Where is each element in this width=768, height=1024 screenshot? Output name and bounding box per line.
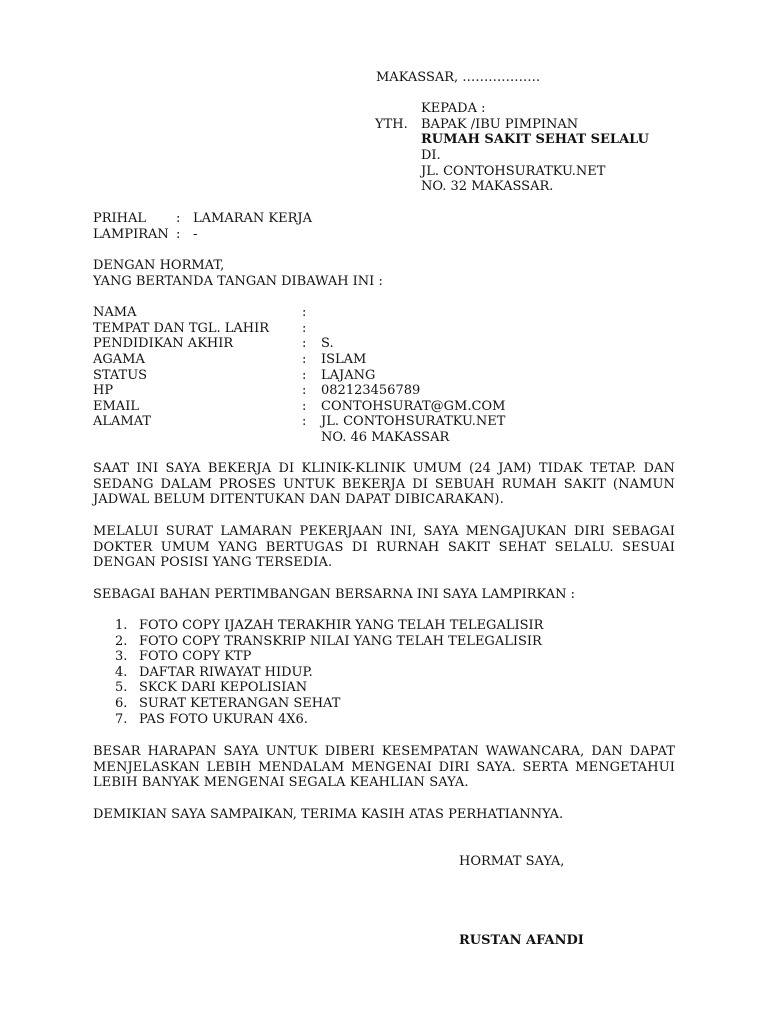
recipient-di: DI. — [421, 148, 441, 163]
identity-label: ALAMAT — [93, 414, 152, 429]
identity-value: LAJANG — [321, 368, 376, 383]
prihal-colon: : — [176, 211, 181, 226]
paragraph-current-work: SAAT INI SAYA BEKERJA DI KLINIK-KLINIK UMUM (24 JAM) TIDAK TETAP. DAN SEDANG DALAM PROSES UNTUK BEKERJA DI SEBUAH RUMAH SAKIT (NAMUN JADWAL BELUM DITENTUKAN DAN DAPAT DIBICARAKAN). — [93, 461, 675, 508]
regards: HORMAT SAYA, — [459, 854, 565, 869]
identity-colon: : — [302, 305, 307, 320]
lampiran-label: LAMPIRAN — [93, 227, 169, 242]
list-item-number: 1. — [115, 618, 128, 633]
identity-value: ISLAM — [321, 352, 367, 367]
list-item-number: 2. — [115, 633, 128, 649]
identity-value: JL. CONTOHSURATKU.NET — [321, 414, 506, 429]
list-item-text: SURAT KETERANGAN SEHAT — [139, 695, 341, 711]
paragraph-application: MELALUI SURAT LAMARAN PEKERJAAN INI, SAYA MENGAJUKAN DIRI SEBAGAI DOKTER UMUM YANG BERTUGAS DI RURNAH SAKIT SEHAT SELALU. SESUAI DENGAN POSISI YANG TERSEDIA. — [93, 524, 675, 571]
prihal-label: PRIHAL — [93, 211, 147, 226]
identity-colon: : — [302, 399, 307, 414]
identity-colon: : — [302, 352, 307, 367]
list-item-text: FOTO COPY KTP — [139, 649, 252, 665]
paragraph-attachments-intro: SEBAGAI BAHAN PERTIMBANGAN BERSARNA INI SAYA LAMPIRKAN : — [93, 587, 575, 602]
list-item-text: FOTO COPY IJAZAH TERAKHIR YANG TELAH TELEGALISIR — [139, 618, 544, 633]
identity-label: AGAMA — [93, 352, 145, 367]
greeting: DENGAN HORMAT, — [93, 258, 225, 273]
recipient-city: NO. 32 MAKASSAR. — [421, 179, 554, 194]
list-item-number: 5. — [115, 680, 128, 696]
identity-label: HP — [93, 383, 114, 398]
identity-value: CONTOHSURAT@GM.COM — [321, 399, 506, 414]
list-item-number: 3. — [115, 649, 128, 665]
list-item-number: 4. — [115, 664, 128, 680]
identity-colon: : — [302, 368, 307, 383]
recipient-title: BAPAK /IBU PIMPINAN — [421, 117, 579, 132]
identity-label: NAMA — [93, 305, 137, 320]
identity-label: PENDIDIKAN AKHIR — [93, 336, 234, 351]
identity-value: 082123456789 — [321, 383, 421, 398]
lampiran-value: - — [193, 227, 198, 242]
identity-value: S. — [321, 336, 334, 351]
place-date: MAKASSAR, ……………… — [376, 70, 541, 85]
identity-colon: : — [302, 321, 307, 336]
recipient-street: JL. CONTOHSURATKU.NET — [421, 164, 606, 179]
identity-label: STATUS — [93, 368, 148, 383]
identity-colon: : — [302, 383, 307, 398]
prihal-value: LAMARAN KERJA — [193, 211, 312, 226]
list-item-text: DAFTAR RIWAYAT HIDUP. — [139, 664, 313, 680]
list-item-number: 6. — [115, 695, 128, 711]
identity-label: EMAIL — [93, 399, 139, 414]
intro-line: YANG BERTANDA TANGAN DIBAWAH INI : — [93, 274, 383, 289]
identity-label: TEMPAT DAN TGL. LAHIR — [93, 321, 270, 336]
identity-colon: : — [302, 414, 307, 429]
yth-label: YTH. — [375, 117, 408, 132]
address-line-2: NO. 46 MAKASSAR — [321, 430, 450, 445]
identity-colon: : — [302, 336, 307, 351]
paragraph-closing: DEMIKIAN SAYA SAMPAIKAN, TERIMA KASIH ATAS PERHATIANNYA. — [93, 807, 564, 822]
list-item-text: PAS FOTO UKURAN 4X6. — [139, 711, 308, 727]
kepada-label: KEPADA : — [421, 101, 486, 116]
list-item-number: 7. — [115, 711, 128, 727]
lampiran-colon: : — [176, 227, 181, 242]
paragraph-hope: BESAR HARAPAN SAYA UNTUK DIBERI KESEMPATAN WAWANCARA, DAN DAPAT MENJELASKAN LEBIH MENDALAM MENGENAI DIRI SAYA. SERTA MENGETAHUI LEBIH BANYAK MENGENAI SEGALA KEAHLIAN SAYA. — [93, 744, 675, 791]
recipient-organization: RUMAH SAKIT SEHAT SELALU — [421, 132, 649, 147]
list-item-text: FOTO COPY TRANSKRIP NILAI YANG TELAH TELEGALISIR — [139, 633, 542, 649]
list-item-text: SKCK DARI KEPOLISIAN — [139, 680, 308, 696]
signer-name: RUSTAN AFANDI — [459, 933, 584, 948]
